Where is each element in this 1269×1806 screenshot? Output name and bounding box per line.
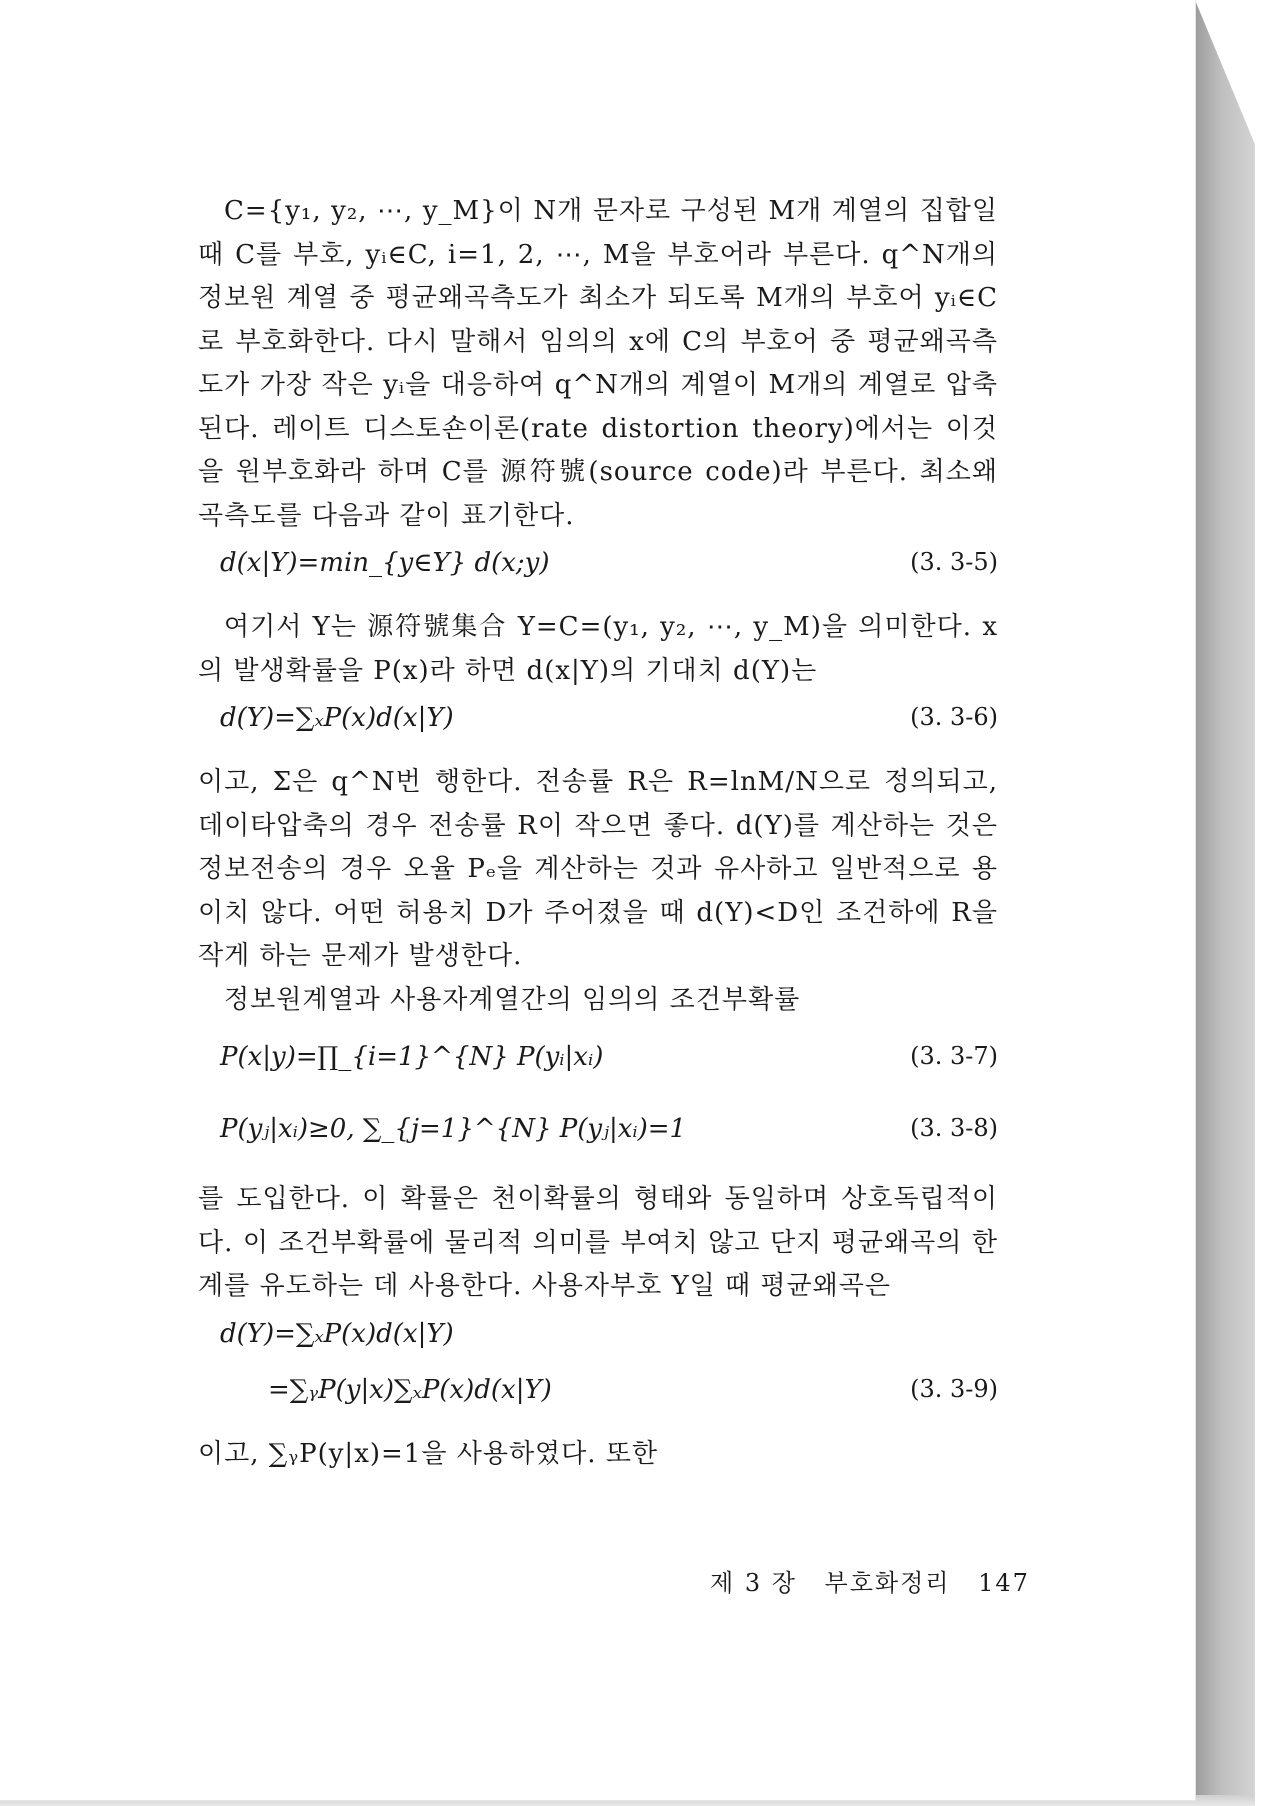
equation-number: (3. 3-6) [910,703,998,731]
paragraph-conditional-probability: 정보원계열과 사용자계열간의 임의의 조건부확률 [224,984,801,1015]
equation-text: P(yⱼ|xᵢ)≥0, ∑_{j=1}^{N} P(yⱼ|xᵢ)=1 [220,1114,687,1144]
equation-text: d(x|Y)=min_{y∈Y} d(x;y) [220,548,550,578]
equation-3-3-6 [198,693,998,749]
paragraph-closing: 이고, ∑ᵧP(y|x)=1을 사용하였다. 또한 [198,1438,659,1469]
equation-text: P(x|y)=∏_{i=1}^{N} P(yᵢ|xᵢ) [220,1042,604,1072]
equation-number: (3. 3-9) [910,1374,998,1403]
equation-3-3-9-line-1 [198,1309,998,1365]
page-footer [710,1563,1048,1598]
equation-number: (3. 3-7) [910,1042,998,1070]
footer-chapter-title: 부호화정리 [824,1569,951,1597]
equation-number: (3. 3-5) [910,548,998,576]
equation-3-3-8 [198,1094,998,1166]
paragraph-transmission-rate: 이고, Σ은 q^N번 행한다. 전송률 R은 R=lnM/N으로 정의되고, 데이타압축의 경우 전송률 R이 작으면 좋다. d(Y)를 계산하는 것은 정보전송의 경우 오율 Pₑ을 계산하는 것과 유사하고 일반적으로 용이치 않다. 어떤 허용치 D가 주어졌을 때 d(Y)<D인 조건하에 R을 작게 하는 문제가 발생한다. [198,767,998,971]
paragraph-source-code-set: 여기서 Y는 源符號集合 Y=C=(y₁, y₂, ⋯, y_M)을 의미한다. x의 발생확률을 P(x)라 하면 d(x|Y)의 기대치 d(Y)는 [198,612,998,686]
paragraph-source-code-definition: C={y₁, y₂, ⋯, y_M}이 N개 문자로 구성된 M개 계열의 집합일 때 C를 부호, yᵢ∈C, i=1, 2, ⋯, M을 부호어라 부른다. q^N개의 정보원 계열 중 평균왜곡측도가 최소가 되도록 M개의 부호어 yᵢ∈C로 부호화한다. 다시 말해서 임의의 x에 C의 부호어 중 평균왜곡측도가 가장 작은 yᵢ을 대응하여 q^N개의 계열이 M개의 계열로 압축된다. 레이트 디스토숀이론(rate distortion theory)에서는 이것을 원부호화라 하며 C를 源符號(source code)라 부른다. 최소왜곡측도를 다음과 같이 표기한다. [198,196,998,531]
equation-text: d(Y)=∑ₓP(x)d(x|Y) [220,1318,454,1349]
equation-3-3-5 [198,538,998,594]
equation-text: =∑ᵧP(y|x)∑ₓP(x)d(x|Y) [268,1374,552,1405]
page-number: 147 [978,1569,1030,1597]
paragraph-average-distortion: 를 도입한다. 이 확률은 천이확률의 형태와 동일하며 상호독립적이다. 이 조건부확률에 물리적 의미를 부여치 않고 단지 평균왜곡의 한계를 유도하는 데 사용한다. 사용자부호 Y일 때 평균왜곡은 [198,1184,998,1301]
footer-chapter: 제 3 장 [710,1569,797,1597]
page-edge-shadow [1195,0,1255,1806]
equation-number: (3. 3-8) [910,1114,998,1142]
equation-3-3-7 [198,1022,998,1094]
equation-text: d(Y)=∑ₓP(x)d(x|Y) [220,703,454,733]
page-content [198,190,998,1476]
equation-3-3-9-line-2 [198,1365,998,1421]
